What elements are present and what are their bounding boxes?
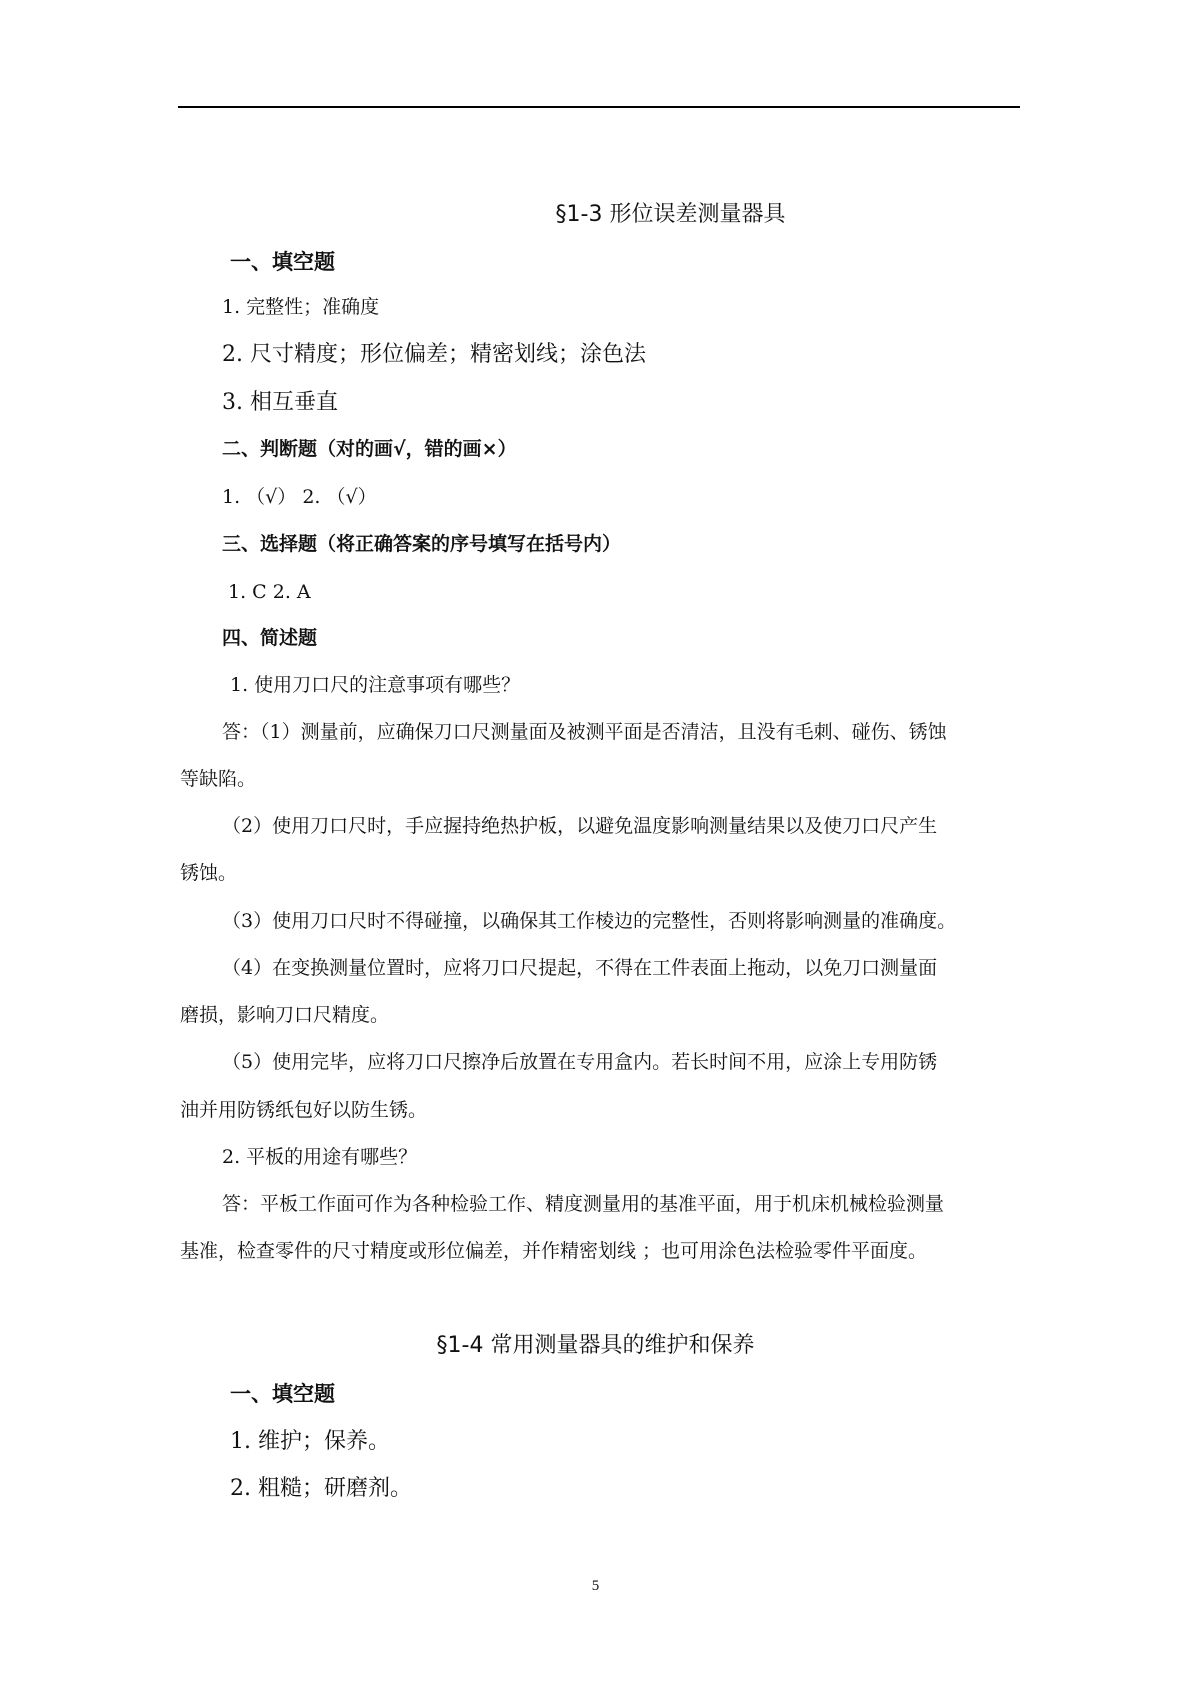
answer-1-line-1: 答：（1）测量前，应确保刀口尺测量面及被测平面是否清洁，且没有毛刺、碰伤、锈蚀 (222, 721, 947, 743)
fill-item-3: 3. 相互垂直 (222, 390, 338, 415)
answer-1-line-7: 磨损，影响刀口尺精度。 (180, 1004, 390, 1026)
fill-heading-1-4: 一、填空题 (230, 1382, 335, 1406)
question-2: 2. 平板的用途有哪些？ (222, 1146, 418, 1168)
answer-2-line-2: 基准，检查零件的尺寸精度或形位偏差，并作精密划线 ；也可用涂色法检验零件平面度。 (180, 1240, 928, 1262)
answer-1-line-3: （2）使用刀口尺时，手应握持绝热护板，以避免温度影响测量结果以及使刀口尺产生 (222, 815, 938, 837)
section-title-1-4: §1-4 常用测量器具的维护和保养 (436, 1333, 755, 1358)
answer-1-line-5: （3）使用刀口尺时不得碰撞，以确保其工作棱边的完整性，否则将影响测量的准确度。 (222, 910, 957, 932)
question-1: 1. 使用刀口尺的注意事项有哪些？ (230, 674, 521, 696)
choice-heading: 三、选择题（将正确答案的序号填写在括号内） (222, 533, 622, 555)
answer-1-line-8: （5）使用完毕，应将刀口尺擦净后放置在专用盒内。若长时间不用，应涂上专用防锈 (222, 1051, 938, 1073)
answer-1-line-6: （4）在变换测量位置时，应将刀口尺提起，不得在工件表面上拖动，以免刀口测量面 (222, 957, 938, 979)
fill-item-1: 1. 完整性；准确度 (222, 296, 380, 318)
fill-item-1-4-2: 2. 粗糙；研磨剂。 (230, 1476, 412, 1501)
fill-heading-1-3: 一、填空题 (230, 250, 335, 274)
judge-heading: 二、判断题（对的画√，错的画×） (222, 438, 517, 460)
section-title-1-3: §1-3 形位误差测量器具 (555, 202, 786, 227)
answer-1-line-2: 等缺陷。 (180, 768, 257, 790)
page-number: 5 (591, 1578, 600, 1594)
choice-answers: 1. C 2. A (228, 581, 311, 603)
fill-item-1-4-1: 1. 维护；保养。 (230, 1429, 390, 1454)
answer-1-line-9: 油并用防锈纸包好以防生锈。 (180, 1099, 428, 1121)
fill-item-2: 2. 尺寸精度；形位偏差；精密划线；涂色法 (222, 342, 646, 367)
answer-2-line-1: 答：平板工作面可作为各种检验工作、精度测量用的基准平面，用于机床机械检验测量 (222, 1193, 945, 1215)
answer-1-line-4: 锈蚀。 (180, 862, 238, 884)
header-rule (178, 106, 1020, 108)
judge-answers: 1. （√） 2. （√） (222, 486, 377, 508)
short-answer-heading: 四、简述题 (222, 627, 318, 649)
